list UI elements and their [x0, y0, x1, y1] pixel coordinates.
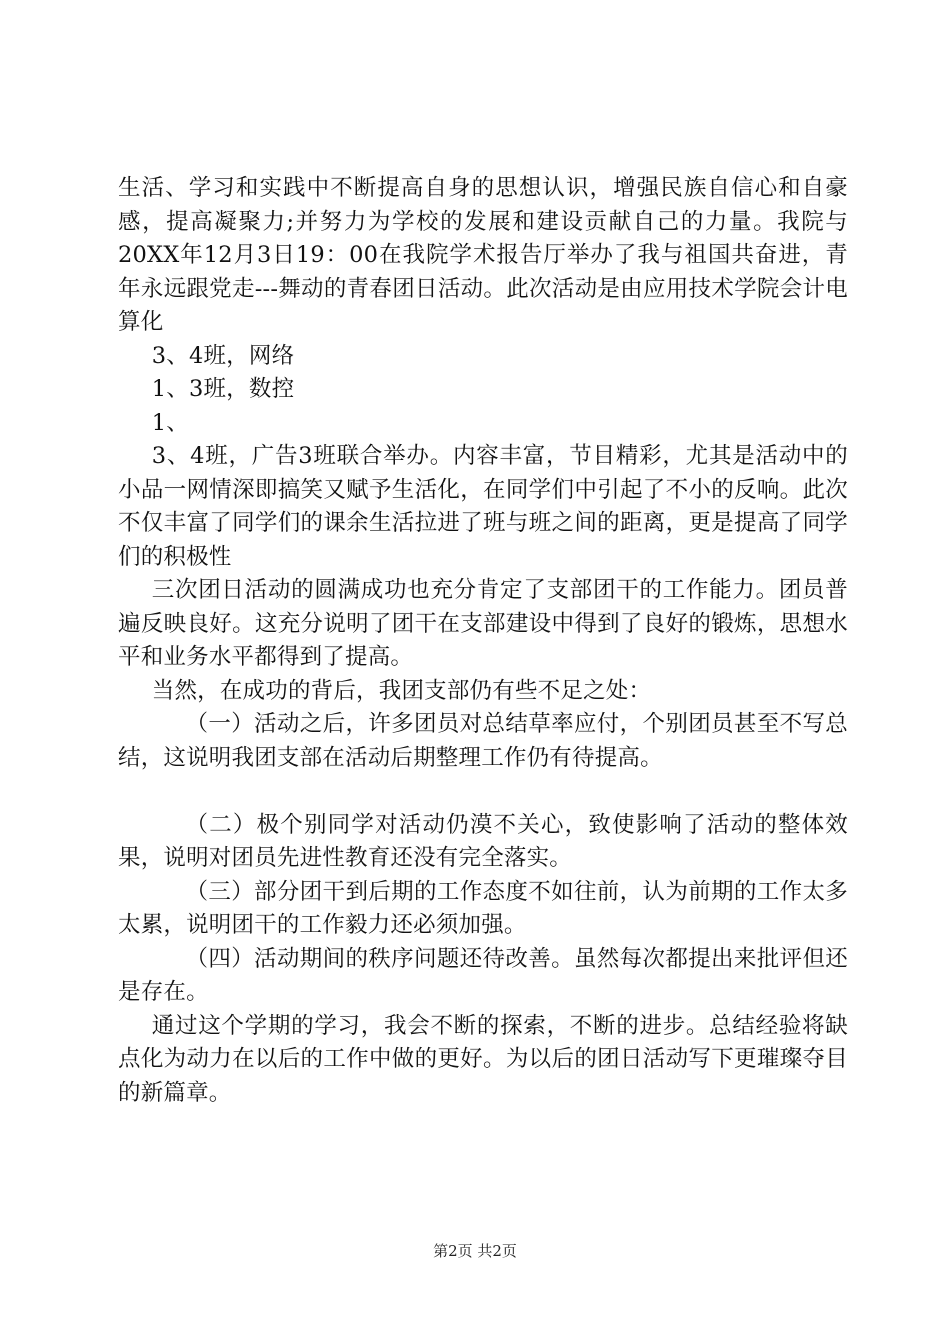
paragraph-gap: [118, 775, 848, 809]
paragraph-class-list-3: 1、: [151, 409, 189, 436]
paragraph-shortcoming-4: （四）活动期间的秩序问题还待改善。虽然每次都提出来批评但还是存在。: [118, 945, 848, 1005]
paragraph-shortcomings-intro: 当然，在成功的背后，我团支部仍有些不足之处：: [151, 677, 652, 704]
paragraph-conclusion: 通过这个学期的学习，我会不断的探索，不断的进步。总结经验将缺点化为动力在以后的工作中做的更好。为以后的团日活动写下更璀璨夺目的新篇章。: [118, 1012, 848, 1106]
paragraph-shortcoming-3: （三）部分团干到后期的工作态度不如往前，认为前期的工作太多太累，说明团干的工作毅力还必须加强。: [118, 878, 848, 938]
paragraph-shortcoming-1: （一）活动之后，许多团员对总结草率应付，个别团员甚至不写总结，这说明我团支部在活动后期整理工作仍有待提高。: [118, 711, 848, 771]
paragraph-class-list-2: 1、3班，数控: [151, 376, 295, 402]
document-body: [118, 172, 848, 1110]
paragraph-joint-event: 3、4班，广告3班联合举办。内容丰富，节目精彩，尤其是活动中的小品一网情深即搞笑又赋予生活化，在同学们中引起了不小的反响。此次不仅丰富了同学们的课余生活拉进了班与班之间的距离，更是提高了同学们的积极性: [118, 443, 848, 570]
page-footer: 第2页 共2页: [433, 1242, 517, 1260]
paragraph-class-list-1: 3、4班，网络: [151, 342, 295, 369]
paragraph-intro: 生活、学习和实践中不断提高自身的思想认识，增强民族自信心和自豪感，提高凝聚力;并努力为学校的发展和建设贡献自己的力量。我院与20XX年12月3日19：00在我院学术报告厅举办了我与祖国共奋进，青年永远跟党走---舞动的青春团日活动。此次活动是由应用技术学院会计电算化: [118, 175, 848, 335]
paragraph-shortcoming-2: （二）极个别同学对活动仍漠不关心，致使影响了活动的整体效果，说明对团员先进性教育还没有完全落实。: [118, 811, 848, 871]
paragraph-success: 三次团日活动的圆满成功也充分肯定了支部团干的工作能力。团员普遍反映良好。这充分说明了团干在支部建设中得到了良好的锻炼，思想水平和业务水平都得到了提高。: [118, 577, 848, 670]
